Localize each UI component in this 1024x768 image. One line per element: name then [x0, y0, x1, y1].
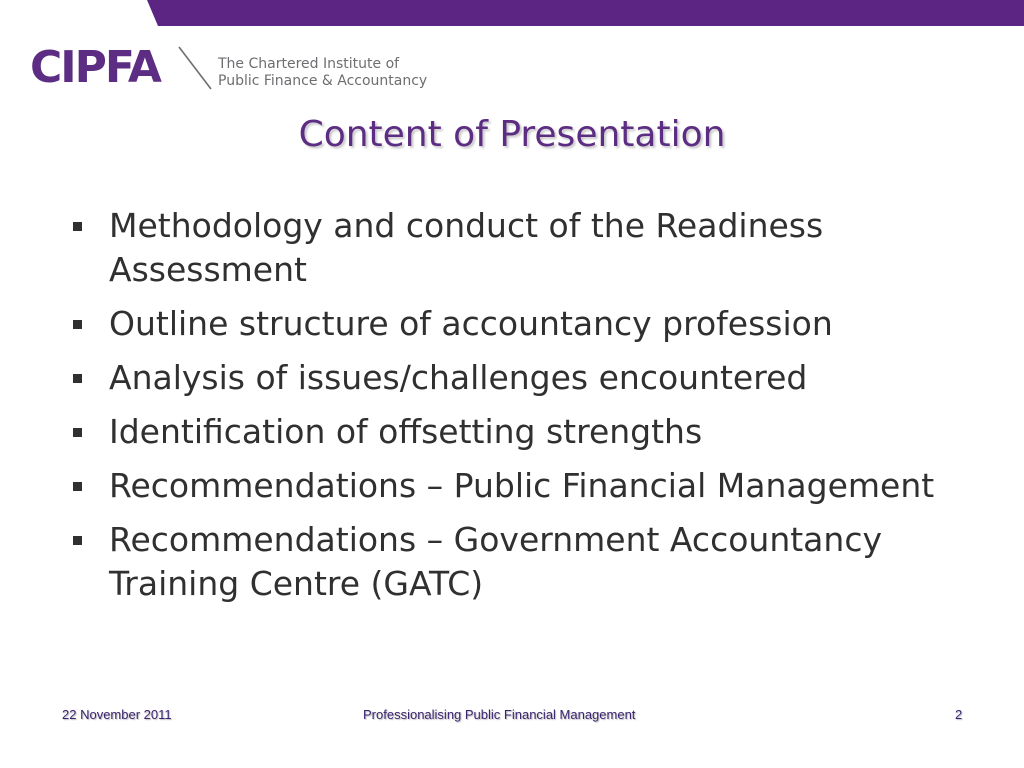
bullet-item: [72, 464, 1002, 508]
bullet-item: [72, 302, 1002, 346]
bullet-text: Recommendations – Public Financial Management: [109, 466, 935, 505]
bullet-text: Outline structure of accountancy profession: [109, 304, 833, 343]
bullet-text: Identification of offsetting strengths: [109, 412, 703, 451]
logo-tagline-line1: The Chartered Institute of: [218, 56, 400, 72]
logo-tagline-line2: Public Finance & Accountancy: [218, 73, 428, 89]
bullet-item: [72, 518, 1002, 606]
bullet-marker-icon: [73, 536, 82, 545]
bullet-text: Recommendations – Government Accountancy Training Centre (GATC): [109, 520, 882, 603]
logo-divider: [177, 46, 213, 90]
logo-wordmark: CIPFA: [30, 42, 160, 93]
logo-tagline: [218, 56, 427, 90]
bullet-item: [72, 356, 1002, 400]
footer-title: Professionalising Public Financial Management: [363, 707, 636, 722]
bullet-marker-icon: [73, 374, 82, 383]
bullet-item: [72, 204, 1002, 292]
bullet-marker-icon: [73, 482, 82, 491]
bullet-item: [72, 410, 1002, 454]
top-purple-band: [0, 0, 1024, 26]
bullet-text: Methodology and conduct of the Readiness Assessment: [109, 206, 824, 289]
bullet-text: Analysis of issues/challenges encountered: [109, 358, 808, 397]
bullet-marker-icon: [73, 320, 82, 329]
footer-page-number: 2: [955, 707, 963, 722]
footer-date: 22 November 2011: [62, 707, 172, 722]
bullet-marker-icon: [73, 428, 82, 437]
slide-title: Content of Presentation: [298, 114, 726, 155]
bullet-list: [72, 204, 1002, 616]
bullet-marker-icon: [73, 222, 82, 231]
